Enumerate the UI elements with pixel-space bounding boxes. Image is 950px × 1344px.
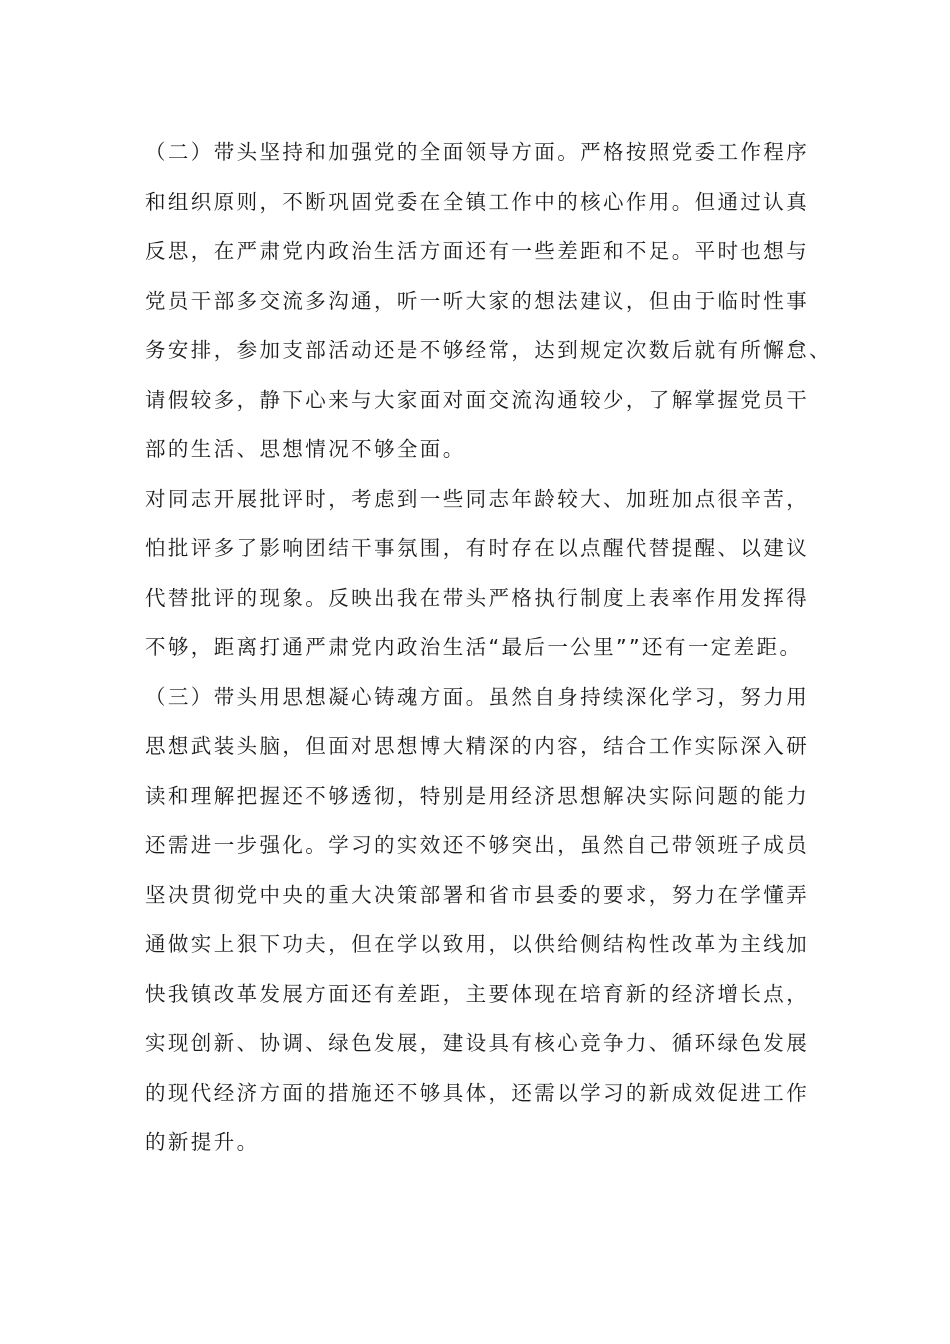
- text-line: 部的生活、思想情况不够全面。: [145, 437, 466, 461]
- text-line: 怕批评多了影响团结干事氛围，有时存在以点醒代替提醒、以建议: [145, 536, 810, 560]
- text-line: 思想武装头脑，但面对思想博大精深的内容，结合工作实际深入研: [145, 734, 810, 758]
- text-line: 的新提升。: [145, 1130, 260, 1154]
- text-line: 实现创新、协调、绿色发展，建设具有核心竞争力、循环绿色发展: [145, 1031, 810, 1055]
- text-line: 快我镇改革发展方面还有差距，主要体现在培育新的经济增长点，: [145, 981, 810, 1006]
- text-line: 通做实上狠下功夫，但在学以致用，以供给侧结构性改革为主线加: [145, 932, 810, 956]
- text-line: （三）带头用思想凝心铸魂方面。虽然自身持续深化学习，努力用: [145, 684, 810, 709]
- document-body: [145, 132, 832, 1172]
- text-line: 的现代经济方面的措施还不够具体，还需以学习的新成效促进工作: [145, 1080, 810, 1105]
- text-line: 对同志开展批评时，考虑到一些同志年龄较大、加班加点很辛苦，: [145, 486, 810, 511]
- text-line: 坚决贯彻党中央的重大决策部署和省市县委的要求，努力在学懂弄: [145, 882, 810, 907]
- text-line: （二）带头坚持和加强党的全面领导方面。严格按照党委工作程序: [145, 140, 810, 164]
- text-line: 党员干部多交流多沟通，听一听大家的想法建议，但由于临时性事: [145, 288, 810, 313]
- text-line: 务安排，参加支部活动还是不够经常，达到规定次数后就有所懈怠、: [145, 338, 832, 362]
- text-line: 读和理解把握还不够透彻，特别是用经济思想解决实际问题的能力: [145, 783, 810, 808]
- text-line: 不够，距离打通严肃党内政治生活“最后一公里””还有一定差距。: [145, 635, 803, 659]
- text-line: 反思，在严肃党内政治生活方面还有一些差距和不足。平时也想与: [145, 239, 810, 263]
- text-line: 还需进一步强化。学习的实效还不够突出，虽然自己带领班子成员: [145, 833, 810, 857]
- text-line: 请假较多，静下心来与大家面对面交流沟通较少，了解掌握党员干: [145, 387, 810, 412]
- text-line: 代替批评的现象。反映出我在带头严格执行制度上表率作用发挥得: [145, 585, 810, 610]
- text-line: 和组织原则，不断巩固党委在全镇工作中的核心作用。但通过认真: [145, 189, 810, 214]
